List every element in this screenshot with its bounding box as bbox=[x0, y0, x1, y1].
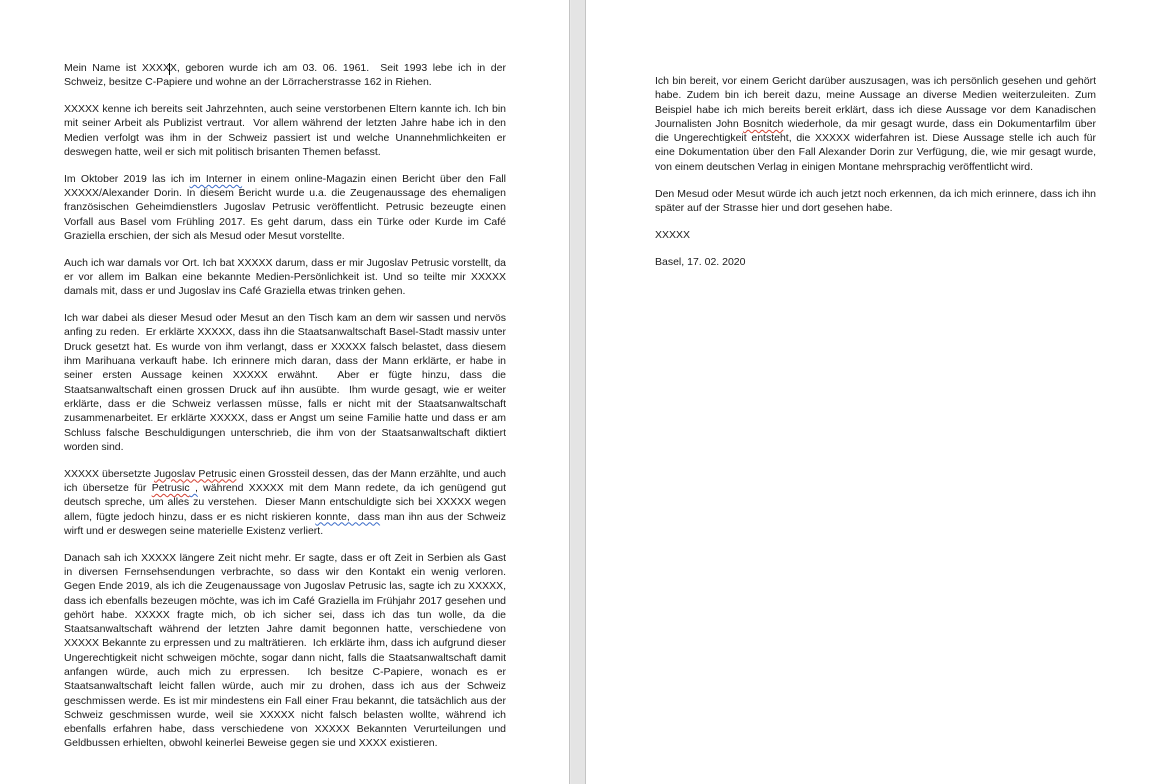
text-run: XXXXX bbox=[655, 229, 691, 242]
page-divider bbox=[571, 0, 585, 784]
text-run: wiederhole, da mir gesagt wurde, dass ein Dokumentarfilm über die Ungerechtigkeit entsteht, die XXXXX widerfahren ist. Diese Aussage stelle ich auch für eine Dokumentation über den Fall Alexander Dorin zur Verfügung, die, wie mir gesagt wurde, von einem deutschen Verlag in einigen Montane mehrsprachig veröffentlicht wird. bbox=[655, 117, 1099, 173]
document-page-2[interactable] bbox=[585, 0, 1159, 784]
page-2-text-block[interactable] bbox=[655, 74, 1099, 282]
paragraph[interactable] bbox=[64, 102, 509, 159]
paragraph[interactable] bbox=[64, 467, 509, 538]
text-run: X, geboren wurde ich am 03. 06. 1961. Seit 1993 lebe ich in der Schweiz, besitze C-Papiere und wohne an der Lörracherstrasse 162 in Riehen. bbox=[64, 62, 509, 89]
paragraph[interactable] bbox=[64, 172, 509, 243]
misspelled-text: Jugoslav Petrusic bbox=[154, 467, 237, 480]
misspelled-text: , bbox=[189, 481, 198, 494]
paragraph[interactable] bbox=[64, 551, 512, 751]
paragraph[interactable] bbox=[655, 228, 1096, 242]
misspelled-text: Petrusic bbox=[151, 481, 190, 494]
paragraph[interactable] bbox=[64, 311, 509, 454]
page-1-text-block[interactable] bbox=[64, 61, 512, 763]
text-run: Auch ich war damals vor Ort. Ich bat XXXXX darum, dass er mir Jugoslav Petrusic vorstellt, da er vor allem im Balkan eine bekannte Medien-Persönlichkeit ist. Und so teilte mir XXXXX damals mit, dass er und Jugoslav ins Café Graziella etwas trinken gehen. bbox=[64, 256, 509, 298]
text-run: Mein Name ist XXXX bbox=[64, 62, 170, 74]
document-page-1[interactable] bbox=[0, 0, 570, 784]
paragraph[interactable] bbox=[655, 187, 1099, 216]
text-run: Ich war dabei als dieser Mesud oder Mesut an den Tisch kam an dem wir sassen und nervös anfing zu reden. Er erklärte XXXXX, dass ihn die Staatsanwaltschaft Basel-Stadt massiv unter Druck gesetzt hat. Es wurde von ihm verlangt, dass er XXXXX falsch belastet, dass diesem ihm Marihuana verkauft habe. Ich erinnere mich daran, dass der Mann erklärte, er habe in seiner ersten Aussage keinen XXXXX erwähnt. Aber er fügte hinzu, dass die Staatsanwaltschaft einen grossen Druck auf ihn ausübte. Ihm wurde gesagt, wie er weiter erklärte, dass er die Schweiz verlassen müsse, falls er nicht mit der Staatsanwaltschaft zusammenarbeitet. Er erklärte XXXXX, dass er Angst um seine Familie hatte und dass er am Schluss falsche Beschuldigungen unterschrieb, die ihm von der Staatsanwaltschaft diktiert worden sind. bbox=[64, 312, 509, 453]
paragraph[interactable] bbox=[655, 74, 1099, 174]
text-run: in einem online-Magazin einen Bericht über den Fall XXXXX/Alexander Dorin. In diesem Bericht wurde u.a. die Zeugenaussage des ehemaligen französischen Geheimdienstlers Jugoslav Petrusic veröffentlicht. Petrusic bezeugte einen Vorfall aus Basel vom Frühling 2017. Es geht darum, dass ein Türke oder Kurde im Café Graziella erschien, der sich als Mesud oder Mesut vorstellte. bbox=[64, 172, 509, 242]
text-run: während XXXXX mit dem Mann redete, da ich genügend gut deutsch spreche, um alles zu verstehen. Dieser Mann entschuldigte sich bei XXXXX wegen allem, fügte jedoch hinzu, dass er es nicht riskieren bbox=[64, 481, 509, 523]
text-run: Den Mesud oder Mesut würde ich auch jetzt noch erkennen, da ich mich erinnere, dass ich ihn später auf der Strasse hier und dort gesehen habe. bbox=[655, 187, 1099, 214]
text-run: Basel, 17. 02. 2020 bbox=[655, 255, 746, 268]
text-run: man ihn aus der Schweiz wirft und er deswegen seine materielle Existenz verliert. bbox=[64, 510, 509, 537]
misspelled-text: Bosnitch bbox=[743, 117, 784, 130]
text-run: Danach sah ich XXXXX längere Zeit nicht mehr. Er sagte, dass er oft Zeit in Serbien als Gast in diversen Fernsehsendungen verbrachte, so dass wir den Kontakt ein wenig verloren. Gegen Ende 2019, als ich die Zeugenaussage von Jugoslav Petrusic las, sagte ich zu XXXXX, dass ich ebenfalls bezeugen möchte, was ich im Café Graziella im Frühjahr 2017 gesehen und gehört habe. XXXXX fragte mich, ob ich sicher sei, dass ich das tun wolle, da die Staatsanwaltschaft während der letzten Jahre damit begonnen hatte, verschiedene von XXXXX Bekannte zu erpressen und zu malträtieren. Ich erklärte ihm, dass ich aufgrund dieser Ungerechtigkeit nicht schweigen möchte, sogar dann nicht, falls die Staatsanwaltschaft damit anfangen würde, auch mich zu erpressen. Ich besitze C-Papiere, wonach es er Staatsanwaltschaft leicht fallen würde, auch mir zu drohen, dass ich aus der Schweiz geschmissen werde. Es ist mir mindestens ein Fall einer Frau bekannt, die tatsächlich aus der Schweiz geschmissen wurde, weil sie XXXXX nicht falsch belasten wollte, während ich ebenfalls erfahren habe, dass verschiedene von XXXXX Bekannten Verurteilungen und Geldbussen erhielten, obwohl keinerlei Beweise gegen sie und XXXX existieren. bbox=[64, 551, 512, 750]
text-cursor bbox=[169, 63, 170, 75]
text-run: XXXXX übersetzte bbox=[64, 467, 155, 480]
misspelled-text: konnte, dass bbox=[315, 510, 381, 523]
paragraph[interactable] bbox=[64, 61, 509, 90]
text-run: einen Grossteil dessen, das der Mann erzählte, und auch ich übersetze für bbox=[64, 467, 509, 494]
text-run: Ich bin bereit, vor einem Gericht darüber auszusagen, was ich persönlich gesehen und gehört habe. Zudem bin ich bereit dazu, meine Aussage an diverse Medien weiterzuleiten. Zum Beispiel habe ich mich bereits bereit erklärt, dass ich diese Aussage vor dem Kanadischen Journalisten John bbox=[655, 75, 1099, 130]
text-run: Im Oktober 2019 las ich bbox=[64, 172, 190, 185]
paragraph[interactable] bbox=[64, 256, 509, 299]
misspelled-text: im Interner bbox=[189, 172, 243, 185]
text-run: XXXXX kenne ich bereits seit Jahrzehnten, auch seine verstorbenen Eltern kannte ich. Ich bin mit seiner Arbeit als Publizist vertraut. Vor allem während der letzten Jahre habe ich in den Medien verfolgt was ihm in der Schweiz passiert ist und welche Unannehmlichkeiten er deswegen hatte, weil er sich mit politisch brisanten Themen befasst. bbox=[64, 103, 509, 158]
paragraph[interactable] bbox=[655, 255, 1096, 269]
